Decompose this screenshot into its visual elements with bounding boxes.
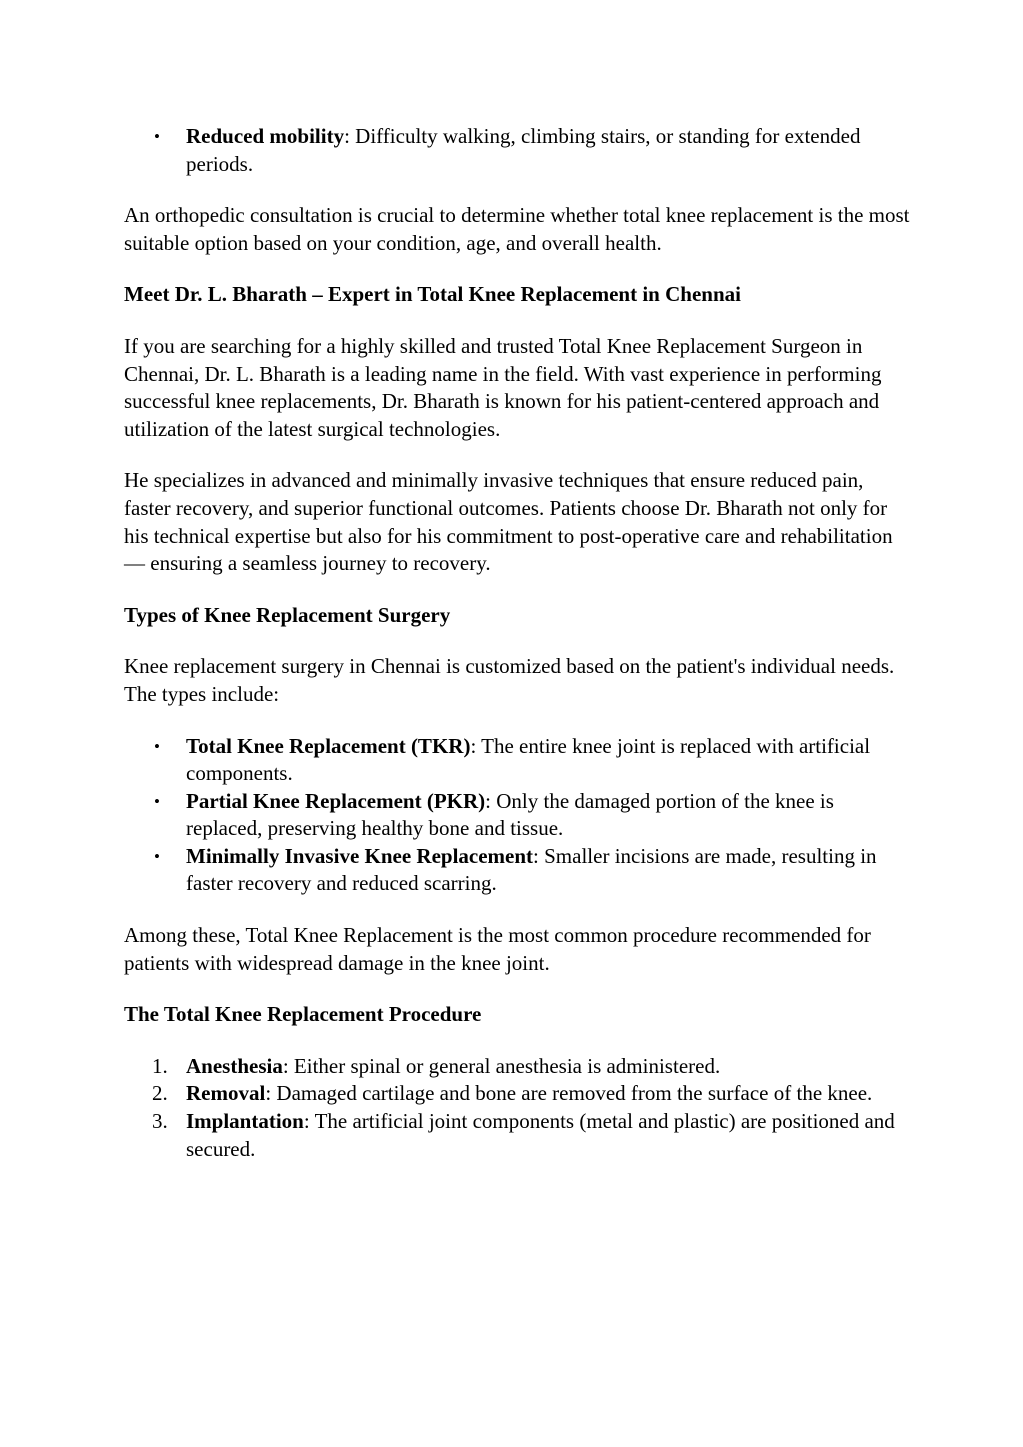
heading-meet-doctor: Meet Dr. L. Bharath – Expert in Total Knee Replacement in Chennai <box>124 282 741 307</box>
list-item-term: Total Knee Replacement (TKR) <box>186 733 471 758</box>
bullet-marker: • <box>154 736 160 756</box>
list-item-term: Partial Knee Replacement (PKR) <box>186 788 486 813</box>
paragraph-consultation: An orthopedic consultation is crucial to determine whether total knee replacement is the most suitable option based on your condition, age, and overall health. <box>124 203 910 255</box>
list-item-term: Anesthesia <box>186 1053 283 1078</box>
paragraph-types: Knee replacement surgery in Chennai is customized based on the patient's individual needs. The types include: <box>124 654 895 706</box>
list-item <box>124 733 914 788</box>
paragraph-among: Among these, Total Knee Replacement is the most common procedure recommended for patients with widespread damage in the knee joint. <box>124 923 871 975</box>
list-item <box>124 123 914 178</box>
list-item-term: Removal <box>186 1081 266 1106</box>
intro-bullet-list <box>124 123 914 178</box>
list-item-text: : The entire knee joint is replaced with artificial components. <box>186 733 871 786</box>
list-item <box>124 1108 914 1163</box>
list-item-term: Reduced mobility <box>186 124 345 148</box>
bullet-marker: • <box>154 127 160 146</box>
paragraph-meet-2: He specializes in advanced and minimally invasive techniques that ensure reduced pain, faster recovery, and superior functional outcomes. Patients choose Dr. Bharath not only for his technical expertise but also for his commitment to post-operative care and rehabilitation — ensuring a seamless journey to recovery. <box>124 468 893 576</box>
list-item-term: Implantation <box>186 1109 304 1134</box>
list-number: 1. <box>152 1053 168 1078</box>
bullet-marker: • <box>154 846 160 866</box>
list-item <box>124 1080 914 1108</box>
list-item-text: : Smaller incisions are made, resulting in faster recovery and reduced scarring. <box>186 843 877 896</box>
list-item <box>124 843 914 898</box>
paragraph-meet-1: If you are searching for a highly skilled and trusted Total Knee Replacement Surgeon in Chennai, Dr. L. Bharath is a leading name in the field. With vast experience in performing successful knee replacements, Dr. Bharath is known for his patient-centered approach and utilization of the latest surgical technologies. <box>124 333 882 441</box>
list-item <box>124 1053 914 1081</box>
heading-types: Types of Knee Replacement Surgery <box>124 602 451 627</box>
list-item-text: : The artificial joint components (metal and plastic) are positioned and secured. <box>186 1109 895 1161</box>
list-item-text: : Only the damaged portion of the knee is replaced, preserving healthy bone and tissue. <box>186 788 834 841</box>
list-item <box>124 788 914 843</box>
types-bullet-list <box>124 733 914 899</box>
list-item-text: : Either spinal or general anesthesia is administered. <box>282 1053 721 1078</box>
list-number: 2. <box>152 1081 168 1106</box>
list-item-text: : Damaged cartilage and bone are removed from the surface of the knee. <box>265 1081 873 1106</box>
list-item-term: Minimally Invasive Knee Replacement <box>186 843 534 868</box>
list-item-text: : Difficulty walking, climbing stairs, or standing for extended periods. <box>186 124 861 176</box>
bullet-marker: • <box>154 791 160 811</box>
procedure-numbered-list <box>124 1053 914 1163</box>
list-number: 3. <box>152 1109 168 1134</box>
heading-procedure: The Total Knee Replacement Procedure <box>124 1002 482 1027</box>
document-page <box>124 123 914 1187</box>
